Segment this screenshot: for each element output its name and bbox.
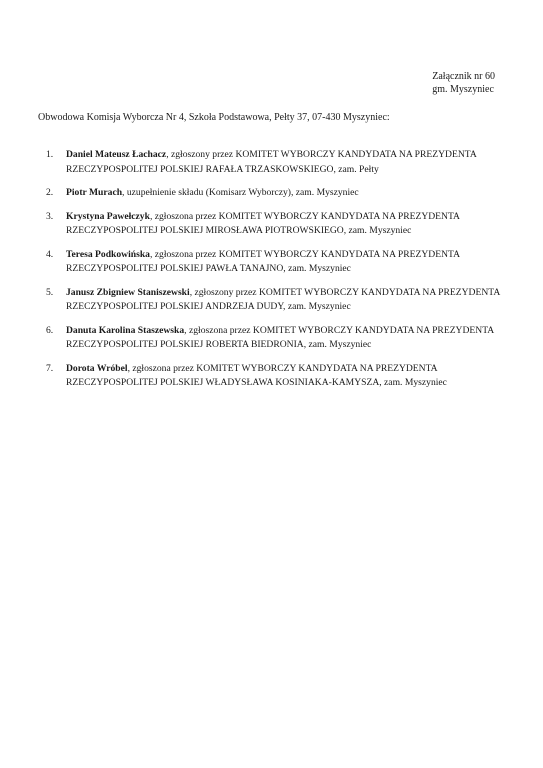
member-number: 6. <box>46 324 54 336</box>
member-item <box>38 148 508 177</box>
member-number: 7. <box>46 362 54 374</box>
member-name: Danuta Karolina Staszewska <box>66 324 185 336</box>
member-number: 4. <box>46 248 54 260</box>
member-details: , zgłoszona przez KOMITET WYBORCZY KANDYDATA NA PREZYDENTA RZECZYPOSPOLITEJ POLSKIEJ MIROSŁAWA PIOTROWSKIEGO, zam. Myszyniec <box>66 210 460 236</box>
member-item <box>38 210 508 239</box>
member-details: , uzupełnienie składu (Komisarz Wyborczy), zam. Myszyniec <box>122 187 359 198</box>
member-name: Janusz Zbigniew Staniszewski <box>66 286 190 298</box>
member-name: Dorota Wróbel <box>66 362 128 374</box>
member-name: Krystyna Pawełczyk <box>66 210 150 222</box>
commission-heading: Obwodowa Komisja Wyborcza Nr 4, Szkoła Podstawowa, Pełty 37, 07-430 Myszyniec: <box>38 112 390 123</box>
member-number: 2. <box>46 187 54 198</box>
member-number: 1. <box>46 149 54 160</box>
member-name: Teresa Podkowińska <box>66 248 150 260</box>
member-item <box>38 186 508 201</box>
annex-label <box>432 70 495 96</box>
member-details: , zgłoszony przez KOMITET WYBORCZY KANDYDATA NA PREZYDENTA RZECZYPOSPOLITEJ POLSKIEJ ANDRZEJA DUDY, zam. Myszyniec <box>66 286 500 312</box>
member-item <box>38 324 508 353</box>
member-number: 3. <box>46 210 54 222</box>
annex-municipality: gm. Myszyniec <box>432 84 494 95</box>
member-details: , zgłoszona przez KOMITET WYBORCZY KANDYDATA NA PREZYDENTA RZECZYPOSPOLITEJ POLSKIEJ ROBERTA BIEDRONIA, zam. Myszyniec <box>66 324 494 350</box>
member-item <box>38 286 508 315</box>
member-details: , zgłoszona przez KOMITET WYBORCZY KANDYDATA NA PREZYDENTA RZECZYPOSPOLITEJ POLSKIEJ WŁADYSŁAWA KOSINIAKA-KAMYSZA, zam. Myszyniec <box>66 362 447 388</box>
member-name: Daniel Mateusz Łachacz <box>66 149 167 160</box>
member-details: , zgłoszona przez KOMITET WYBORCZY KANDYDATA NA PREZYDENTA RZECZYPOSPOLITEJ POLSKIEJ PAWŁA TANAJNO, zam. Myszyniec <box>66 248 460 274</box>
member-list <box>38 148 508 400</box>
member-item <box>38 248 508 277</box>
member-details: , zgłoszony przez KOMITET WYBORCZY KANDYDATA NA PREZYDENTA RZECZYPOSPOLITEJ POLSKIEJ RAFAŁA TRZASKOWSKIEGO, zam. Pełty <box>66 149 477 175</box>
member-number: 5. <box>46 286 54 298</box>
member-item <box>38 362 508 391</box>
annex-number: Załącznik nr 60 <box>432 71 495 82</box>
member-name: Piotr Murach <box>66 187 123 198</box>
